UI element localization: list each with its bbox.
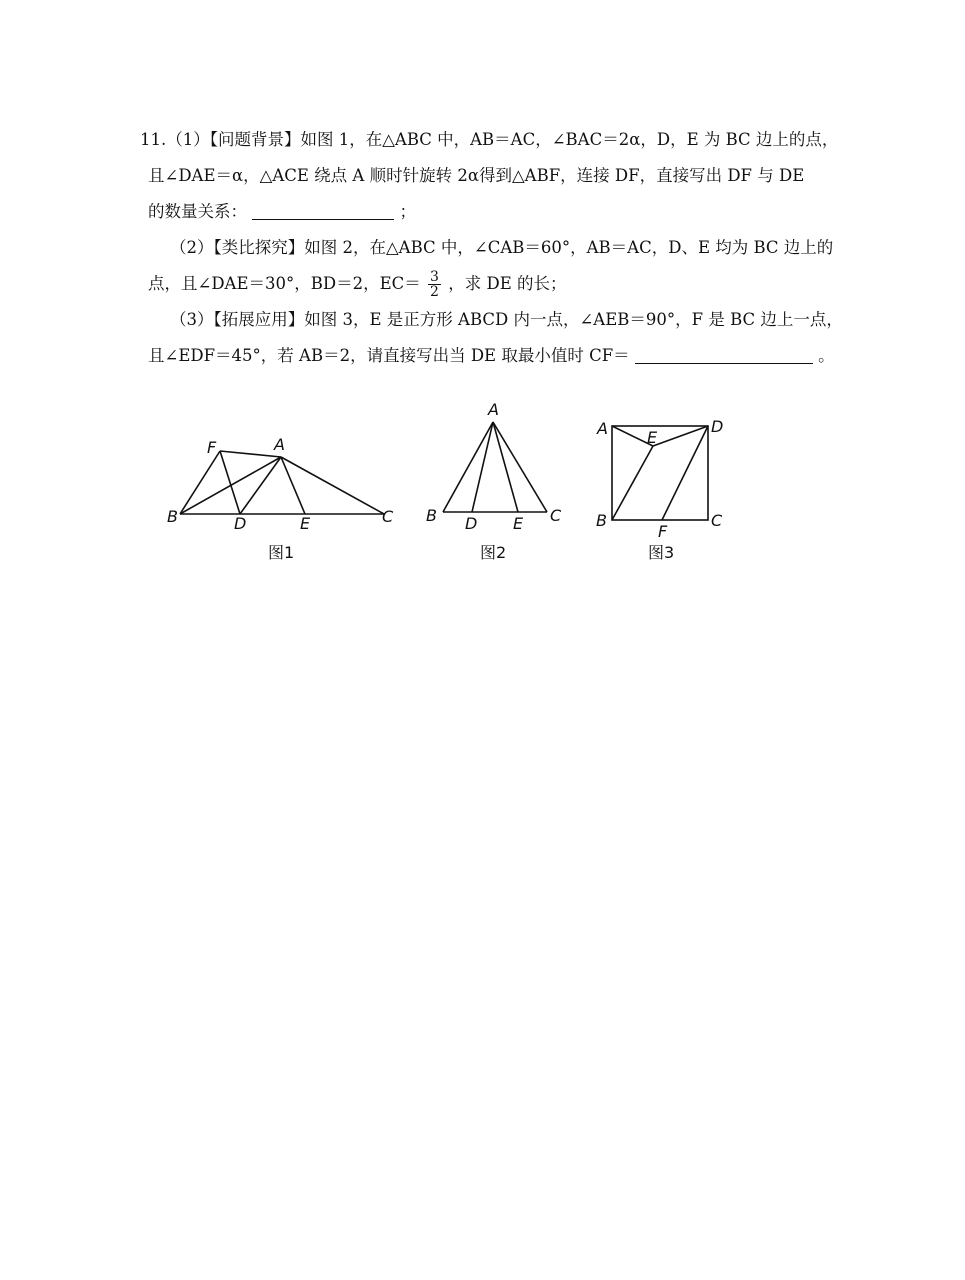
fig2-segment-AB [443, 422, 493, 512]
figure-2-diagram [443, 422, 547, 512]
problem-line-4: （2）【类比探究】如图 2，在△ABC 中，∠CAB＝60°，AB＝AC，D、E 均为 BC 边上的 [170, 238, 834, 257]
fig1-segment-FA [220, 451, 281, 457]
fig1-label-E: E [300, 514, 311, 533]
problem-line-2: 且∠DAE＝α，△ACE 绕点 A 顺时针旋转 2α得到△ABF，连接 DF，直接写出 DF 与 DE [148, 166, 805, 185]
geometry-figures [150, 395, 790, 575]
fraction-3-over-2 [428, 270, 441, 299]
problem-line-3-end: ； [399, 202, 416, 221]
fig3-label-C: C [711, 511, 723, 530]
problem-line-3 [140, 194, 830, 230]
fig3-label-A: A [597, 419, 608, 438]
fig1-label-C: C [382, 507, 394, 526]
fig2-segment-AE [493, 422, 518, 512]
fig1-segment-FB [180, 451, 220, 514]
fig1-label-B: B [167, 507, 178, 526]
problem-11 [140, 122, 843, 374]
problem-line-6: （3）【拓展应用】如图 3，E 是正方形 ABCD 内一点，∠AEB＝90°，F 是 BC 边上一点， [170, 310, 843, 329]
answer-blank-1[interactable] [252, 201, 394, 220]
fraction-denominator: 2 [430, 284, 439, 300]
fig2-segment-AC [493, 422, 547, 512]
fig3-square-ABCD [612, 426, 708, 520]
fig2-caption: 图2 [480, 543, 507, 562]
fig2-segment-AD [472, 422, 493, 512]
fig2-label-D: D [465, 514, 478, 533]
fig1-segment-AE [281, 457, 305, 514]
problem-line-7 [140, 338, 835, 374]
figure-3-diagram [612, 426, 708, 520]
fig1-caption: 图1 [268, 543, 295, 562]
fig2-label-C: C [550, 506, 562, 525]
problem-line-5-b: ，求 DE 的长； [448, 274, 567, 293]
fig3-label-D: D [711, 417, 724, 436]
problem-line-1: 11.（1）【问题背景】如图 1，在△ABC 中，AB＝AC，∠BAC＝2α，D，E 为 BC 边上的点， [140, 130, 839, 149]
problem-line-3-text: 的数量关系： [148, 202, 247, 221]
fig3-label-B: B [596, 511, 607, 530]
fig3-label-F: F [658, 522, 668, 541]
fig2-label-A: A [488, 400, 499, 419]
fig3-segment-EB [612, 446, 653, 520]
figure-1-diagram [180, 451, 384, 514]
fraction-numerator: 3 [430, 269, 439, 285]
figures-area [150, 395, 790, 575]
problem-line-5 [140, 266, 830, 302]
fig3-caption: 图3 [648, 543, 675, 562]
fig1-segment-AD [240, 457, 281, 514]
fig1-label-F: F [207, 438, 217, 457]
problem-line-7-end: 。 [818, 346, 835, 365]
answer-blank-2[interactable] [635, 345, 813, 364]
fig2-label-E: E [513, 514, 524, 533]
fig1-label-A: A [274, 435, 285, 454]
problem-line-7-text: 且∠EDF＝45°，若 AB＝2，请直接写出当 DE 取最小值时 CF＝ [148, 346, 630, 365]
problem-line-5-a: 点，且∠DAE＝30°，BD＝2，EC＝ [148, 274, 421, 293]
fig3-label-E: E [647, 428, 658, 447]
fig2-label-B: B [426, 506, 437, 525]
fig1-segment-AC [281, 457, 384, 514]
fig1-label-D: D [234, 514, 247, 533]
